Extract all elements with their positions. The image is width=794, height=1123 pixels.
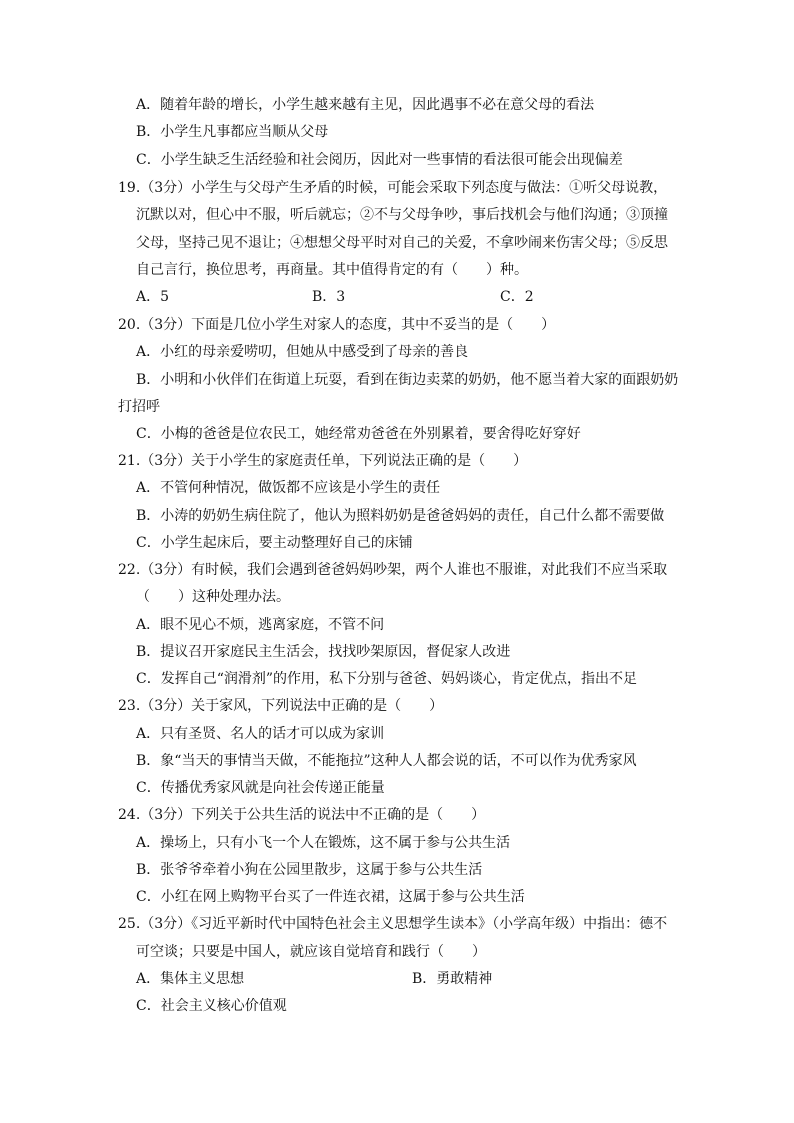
q20-option-b: B．小明和小伙伴们在街道上玩耍，看到在街边卖菜的奶奶，他不愿当着大家的面跟奶奶 [136, 372, 679, 388]
q19-options [0, 287, 794, 307]
q23-stem: 23.（3分）关于家风，下列说法中正确的是（ ） [118, 698, 444, 714]
q22-option-b: B．提议召开家庭民主生活会，找找吵架原因，督促家人改进 [136, 644, 511, 660]
q25-stem-line-2: 可空谈；只要是中国人，就应该自觉培育和践行（ ） [136, 944, 486, 960]
q22-stem-line-1: 22.（3分）有时候，我们会遇到爸爸妈妈吵架，两个人谁也不服谁，对此我们不应当采取 [118, 562, 668, 578]
q19-stem-line-2: 沉默以对，但心中不服，听后就忘；②不与父母争吵，事后找机会与他们沟通；③顶撞 [136, 207, 668, 223]
q20-option-a: A．小红的母亲爱唠叨，但她从中感受到了母亲的善良 [136, 344, 469, 360]
q23-option-b: B．象“当天的事情当天做，不能拖拉”这种人人都会说的话，不可以作为优秀家风 [136, 753, 637, 769]
q21-option-a: A．不管何种情况，做饭都不应该是小学生的责任 [136, 480, 441, 496]
q24-stem: 24.（3分）下列关于公共生活的说法中不正确的是（ ） [118, 807, 486, 823]
q25-options-row [0, 969, 794, 989]
q24-option-a: A．操场上，只有小飞一个人在锻炼，这不属于参与公共生活 [136, 835, 511, 851]
q23-option-a: A．只有圣贤、名人的话才可以成为家训 [136, 726, 385, 742]
q18-option-a: A．随着年龄的增长，小学生越来越有主见，因此遇事不必在意父母的看法 [136, 97, 595, 113]
q21-option-c: C．小学生起床后，要主动整理好自己的床铺 [136, 535, 413, 551]
q19-stem-line-4: 自己言行，换位思考，再商量。其中值得肯定的有（ ）种。 [136, 262, 528, 278]
q24-option-c: C．小红在网上购物平台买了一件连衣裙，这属于参与公共生活 [136, 889, 525, 905]
q20-option-c: C．小梅的爸爸是位农民工，她经常劝爸爸在外别累着，要舍得吃好穿好 [136, 426, 581, 442]
q25-option-b: B．勇敢精神 [412, 971, 493, 987]
q20-option-b-continued: 打招呼 [118, 399, 160, 415]
q22-option-a: A．眼不见心不烦，逃离家庭，不管不问 [136, 617, 385, 633]
q20-stem: 20.（3分）下面是几位小学生对家人的态度，其中不妥当的是（ ） [118, 317, 556, 333]
q18-option-b: B．小学生凡事都应当顺从父母 [136, 124, 329, 140]
q21-option-b: B．小涛的奶奶生病住院了，他认为照料奶奶是爸爸妈妈的责任，自己什么都不需要做 [136, 508, 665, 524]
q25-option-a: A．集体主义思想 [136, 971, 245, 987]
q23-option-c: C．传播优秀家风就是向社会传递正能量 [136, 780, 385, 796]
q19-option-b: B．3 [312, 289, 346, 305]
q21-stem: 21.（3分）关于小学生的家庭责任单，下列说法正确的是（ ） [118, 453, 528, 469]
q19-option-c: C．2 [500, 289, 534, 305]
q19-stem-line-1: 19.（3分）小学生与父母产生矛盾的时候，可能会采取下列态度与做法：①听父母说教， [118, 180, 668, 196]
q25-stem-line-1: 25.（3分）《习近平新时代中国特色社会主义思想学生读本》（小学高年级）中指出：德不 [118, 916, 668, 932]
q19-stem-line-3: 父母，坚持己见不退让；④想想父母平时对自己的关爱，不拿吵闹来伤害父母；⑤反思 [136, 235, 668, 251]
q22-stem-line-2: （ ）这种处理办法。 [136, 589, 290, 605]
q18-option-c: C．小学生缺乏生活经验和社会阅历，因此对一些事情的看法很可能会出现偏差 [136, 152, 623, 168]
q24-option-b: B．张爷爷牵着小狗在公园里散步，这属于参与公共生活 [136, 862, 483, 878]
q25-option-c: C．社会主义核心价值观 [136, 998, 287, 1014]
q19-option-a: A．5 [136, 289, 170, 305]
q22-option-c: C．发挥自己“润滑剂”的作用，私下分别与爸爸、妈妈谈心，肯定优点，指出不足 [136, 671, 638, 687]
